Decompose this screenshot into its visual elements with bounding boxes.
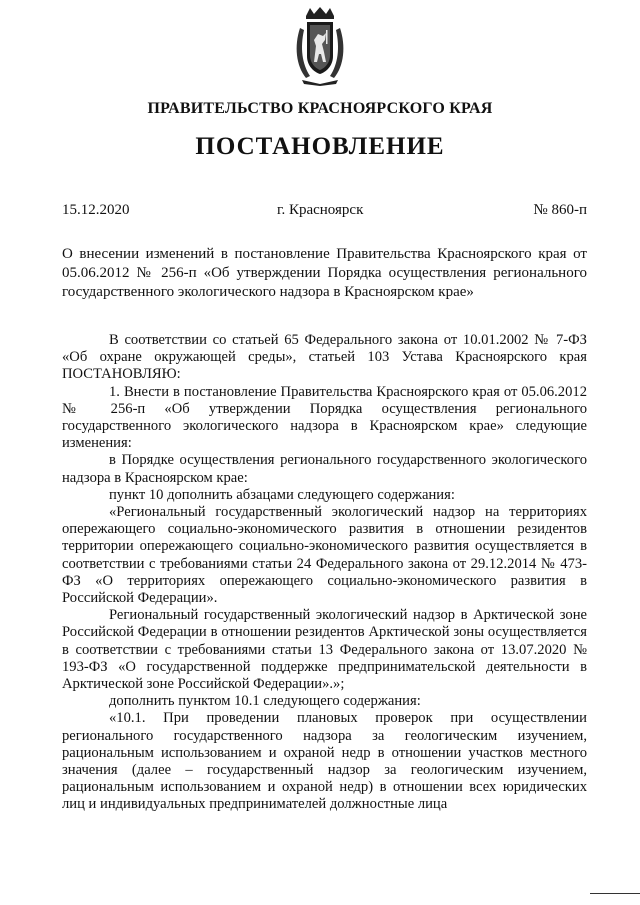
paragraph: Региональный государственный экологический надзор в Арктической зоне Российской Федерации в отношении резидентов Арктической зоны осуществляется в соответствии с требованиями статьи 13 Федерального закона от 13.07.2020 № 193-ФЗ «О государственной поддержке предпринимательской деятельности в Арктической зоне Российской Федерации».»; xyxy=(62,607,587,693)
document-date: 15.12.2020 xyxy=(62,202,130,218)
paragraph: дополнить пунктом 10.1 следующего содержания: xyxy=(109,693,421,710)
document-number: № 860-п xyxy=(533,202,587,218)
document-meta-row xyxy=(62,202,587,220)
document-type-title: ПОСТАНОВЛЕНИЕ xyxy=(195,133,445,160)
paragraph: В соответствии со статьей 65 Федерального закона от 10.01.2002 № 7-ФЗ «Об охране окружающей среды», статьей 103 Устава Красноярского края ПОСТАНОВЛЯЮ: xyxy=(62,332,587,383)
paragraph: «Региональный государственный экологический надзор на территориях опережающего социально-экономического развития в отношении резидентов территории опережающего социально-экономического развития осуществляется в соответствии с требованиями статьи 24 Федерального закона от 29.12.2014 № 473-ФЗ «О территориях опережающего социально-экономического развития в Российской Федерации». xyxy=(62,504,587,607)
document-subject: О внесении изменений в постановление Правительства Красноярского края от 05.06.2012 № 256-п «Об утверждении Порядка осуществления регионального государственного экологического надзора в Красноярском крае» xyxy=(62,246,587,300)
paragraph: 1. Внести в постановление Правительства Красноярского края от 05.06.2012 № 256-п «Об утверждении Порядка осуществления регионального государственного экологического надзора в Красноярском крае» следующие изменения: xyxy=(62,383,587,452)
krasnoyarsk-coat-of-arms-icon xyxy=(292,6,348,86)
paragraph: «10.1. При проведении плановых проверок при осуществлении регионального государственного надзора за геологическим изучением, рациональным использованием и охраной недр в отношении участков местного значения (далее – государственный надзор за геологическим изучением, рациональным использованием и охраной недр) в отношении всех юридических лиц и индивидуальных предпринимателей должностные лица xyxy=(62,710,587,813)
document-body xyxy=(62,332,587,814)
document-city: г. Красноярск xyxy=(277,202,364,218)
organization-title: ПРАВИТЕЛЬСТВО КРАСНОЯРСКОГО КРАЯ xyxy=(147,100,493,117)
paragraph: в Порядке осуществления регионального государственного экологического надзора в Красноярском крае: xyxy=(62,452,587,486)
scan-edge-line xyxy=(590,893,640,894)
paragraph: пункт 10 дополнить абзацами следующего содержания: xyxy=(109,486,455,503)
